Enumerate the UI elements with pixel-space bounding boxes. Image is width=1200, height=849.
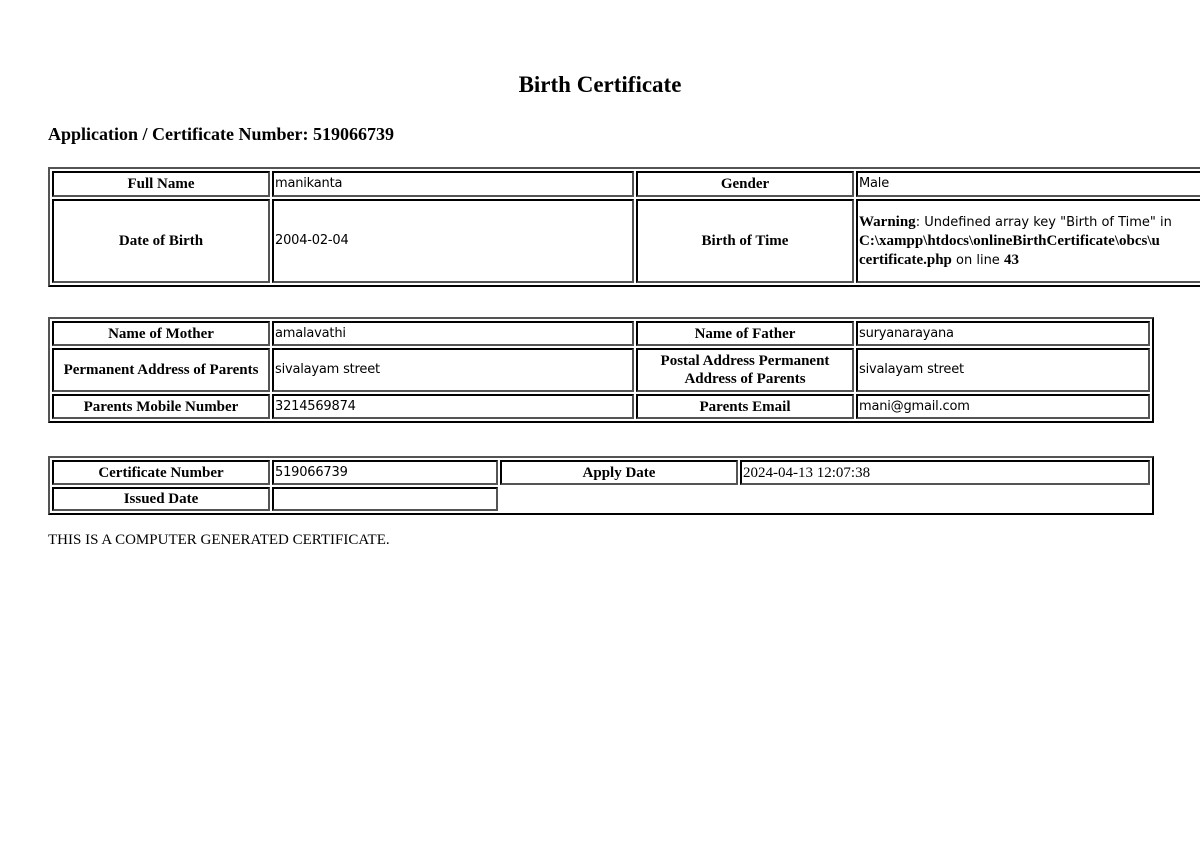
gender-value: Male bbox=[856, 171, 1200, 197]
table-row bbox=[52, 460, 1150, 485]
warning-line-text: on line bbox=[951, 252, 1004, 268]
child-details-table bbox=[48, 167, 1200, 287]
full-name-value: manikanta bbox=[272, 171, 634, 197]
postal-address-value: sivalayam street bbox=[856, 348, 1150, 392]
parents-details-table bbox=[48, 317, 1154, 423]
table-row bbox=[52, 487, 1150, 511]
table-row bbox=[52, 394, 1150, 419]
empty-cell bbox=[500, 487, 1150, 511]
table-row bbox=[52, 348, 1150, 392]
birth-time-value bbox=[856, 199, 1200, 283]
certificate-number-label: Certificate Number bbox=[52, 460, 270, 485]
dob-value: 2004-02-04 bbox=[272, 199, 634, 283]
table-row bbox=[52, 321, 1150, 346]
warning-message: : Undefined array key "Birth of Time" in bbox=[915, 214, 1172, 230]
warning-prefix: Warning bbox=[859, 213, 916, 230]
certificate-number-value: 519066739 bbox=[272, 460, 498, 485]
email-value: mani@gmail.com bbox=[856, 394, 1150, 419]
mother-name-value: amalavathi bbox=[272, 321, 634, 346]
mobile-label: Parents Mobile Number bbox=[52, 394, 270, 419]
birth-time-label: Birth of Time bbox=[636, 199, 854, 283]
father-name-value: suryanarayana bbox=[856, 321, 1150, 346]
gender-label: Gender bbox=[636, 171, 854, 197]
php-warning bbox=[859, 213, 1200, 270]
application-number-value: 519066739 bbox=[312, 124, 394, 144]
table-row bbox=[52, 199, 1200, 283]
apply-date-value: 2024-04-13 12:07:38 bbox=[740, 460, 1150, 485]
permanent-address-value: sivalayam street bbox=[272, 348, 634, 392]
warning-path-1: C:\xampp\htdocs\onlineBirthCertificate\obcs\u bbox=[859, 232, 1160, 249]
mobile-value: 3214569874 bbox=[272, 394, 634, 419]
warning-path-2: certificate.php bbox=[859, 251, 952, 268]
application-number-heading bbox=[48, 124, 394, 145]
page-title: Birth Certificate bbox=[518, 72, 682, 97]
apply-date-label: Apply Date bbox=[500, 460, 738, 485]
permanent-address-label: Permanent Address of Parents bbox=[52, 348, 270, 392]
mother-name-label: Name of Mother bbox=[52, 321, 270, 346]
email-label: Parents Email bbox=[636, 394, 854, 419]
computer-generated-note: THIS IS A COMPUTER GENERATED CERTIFICATE. bbox=[48, 532, 390, 548]
full-name-label: Full Name bbox=[52, 171, 270, 197]
warning-line-number: 43 bbox=[1003, 251, 1019, 268]
postal-address-label: Postal Address Permanent Address of Parents bbox=[636, 348, 854, 392]
certificate-details-table bbox=[48, 456, 1154, 515]
issued-date-value bbox=[272, 487, 498, 511]
issued-date-label: Issued Date bbox=[52, 487, 270, 511]
application-number-label: Application / Certificate Number: bbox=[48, 124, 309, 144]
dob-label: Date of Birth bbox=[52, 199, 270, 283]
father-name-label: Name of Father bbox=[636, 321, 854, 346]
table-row bbox=[52, 171, 1200, 197]
